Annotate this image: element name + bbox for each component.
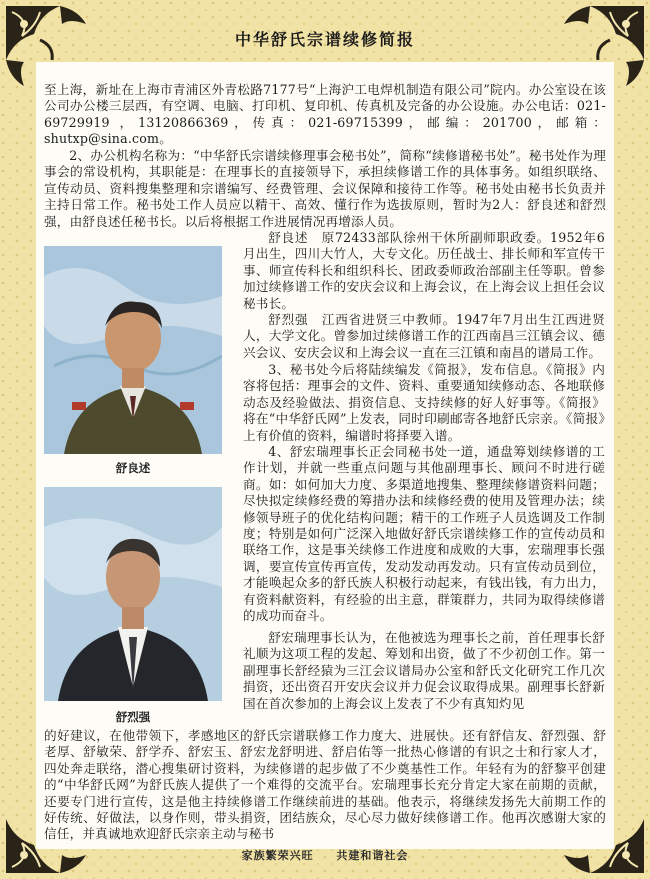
section-2-paragraph: 2、办公机构名称为：“中华舒氏宗谱续修理事会秘书处”，简称“续修谱秘书处”。秘书处作为理事会的常设机构，其职能是：在理事长的直接领导下，承担续修谱工作的具体事务。如组织联络、宣传动员、资料搜集整理和宗谱编写、经费管理、会议保障和接待工作等。秘书处由秘书长负责并主持日常工作。秘书处工作人员应以精干、高效、懂行作为选拔原则，暂时为2人：舒良述和舒烈强，由舒良述任秘书长。以后将根据工作进展情况再增添人员。 [44,148,606,229]
footer-slogan [0,847,650,863]
bulletin-title: 中华舒氏宗谱续修简报 [234,30,415,49]
section-4-paragraph: 4、舒宏瑞理事长正会同秘书处一道，通盘筹划续修谱的工作计划，并就一些重点问题与其他副理事长、顾问不时进行磋商。如：如何加大力度、多渠道地搜集、整理续修谱资料问题；尽快拟定续修经费的筹措办法和续修经费的使用及管理办法；续修领导班子的优化结构问题；精干的工作班子人员选调及工作制度；特别是如何广泛深入地做好舒氏宗谱续修工作的宣传动员和联络工作，这是事关续修工作进度和成败的大事，宏瑞理事长强调，要宣传宣传再宣传，发动发动再发动。只有宣传动员到位，才能唤起众多的舒氏族人积极行动起来，有钱出钱，有力出力，有资料献资料，有经验的出主意，群策群力，共同为取得续修谱的成功而奋斗。 [243,444,605,624]
photo-caption: 舒良述 [115,461,151,475]
footer-slogan-right: 共建和谐社会 [336,849,409,862]
photo-shu-lieqiang [44,487,222,701]
intro-paragraph: 至上海，新址在上海市青浦区外青松路7177号“上海沪工电焊机制造有限公司”院内。办公室设在该公司办公楼三层西，有空调、电脑、打印机、复印机、传真机及完备的办公设施。办公电话：021-69729919 ，13120866369，传真：021-69715399，邮编：201700，邮箱：shutxp@sina.com。 [44,82,606,147]
portrait-image [44,246,222,454]
bio-shu-liangshu: 舒良述 原72433部队徐州干休所副师职政委。1952年6月出生，四川大竹人，大专文化。历任战士、排长师和军宣传干事、师宣传科长和组织科长、团政委师政治部副主任等职。曾参加过续修谱工作的安庆会议和上海会议，在上海会议上担任会议秘书长。 [243,230,605,311]
photo-caption: 舒烈强 [115,710,151,724]
photo-shu-liangshu [44,246,222,454]
bio-shu-lieqiang: 舒烈强 江西省进贤三中教师。1947年7月出生江西进贤人，大学文化。曾参加过续修谱工作的江西南昌三江镇会议、德兴会议、安庆会议和上海会议一直在三江镇和南昌的谱局工作。 [243,312,605,360]
section-5-paragraph-part2: 的好建议，在他带领下，孝感地区的舒氏宗谱联修工作力度大、进展快。还有舒信友、舒烈强、舒老厚、舒敏荣、舒学乔、舒宏玉、舒宏龙舒明进、舒启佑等一批热心修谱的有识之士和行家人才，四处奔走联络，潜心搜集研讨资料，为续修谱的起步做了不少奠基性工作。年轻有为的舒黎平创建的“中华舒氏网”为舒氏族人提供了一个难得的交流平台。宏瑞理事长充分肯定大家在前期的贡献，还要专门进行宣传，这是他主持续修谱工作继续前进的基础。他表示，将继续发扬先大前期工作的好传统、好做法，以身作则，带头捐资，团结族众，尽心尽力做好续修谱工作。他再次感谢大家的信任，并真诚地欢迎舒氏宗亲主动与秘书 [44,728,606,842]
portrait-image [44,487,222,701]
footer-slogan-left: 家族繁荣兴旺 [241,849,314,862]
section-5-paragraph-part1: 舒宏瑞理事长认为，在他被选为理事长之前，首任理事长舒礼顺为这项工程的发起、筹划和出资，做了不少初创工作。第一副理事长舒经猿为三江会议谱局办公室和舒氏文化研究工作几次捐资，还出资召开安庆会议并力促会议取得成果。副理事长舒新国在首次参加的上海会议上发表了不少有真知灼见 [243,630,605,711]
section-3-paragraph: 3、秘书处今后将陆续编发《简报》，发布信息。《简报》内容将包括：理事会的文件、资料、重要通知续修动态、各地联修动态及经验做法、捐资信息、支持续修的好人好事等。《简报》将在“中华舒氏网”上发表，同时印刷邮寄各地舒氏宗亲。《简报》上有价值的资料，编谱时将择要入谱。 [243,362,605,443]
